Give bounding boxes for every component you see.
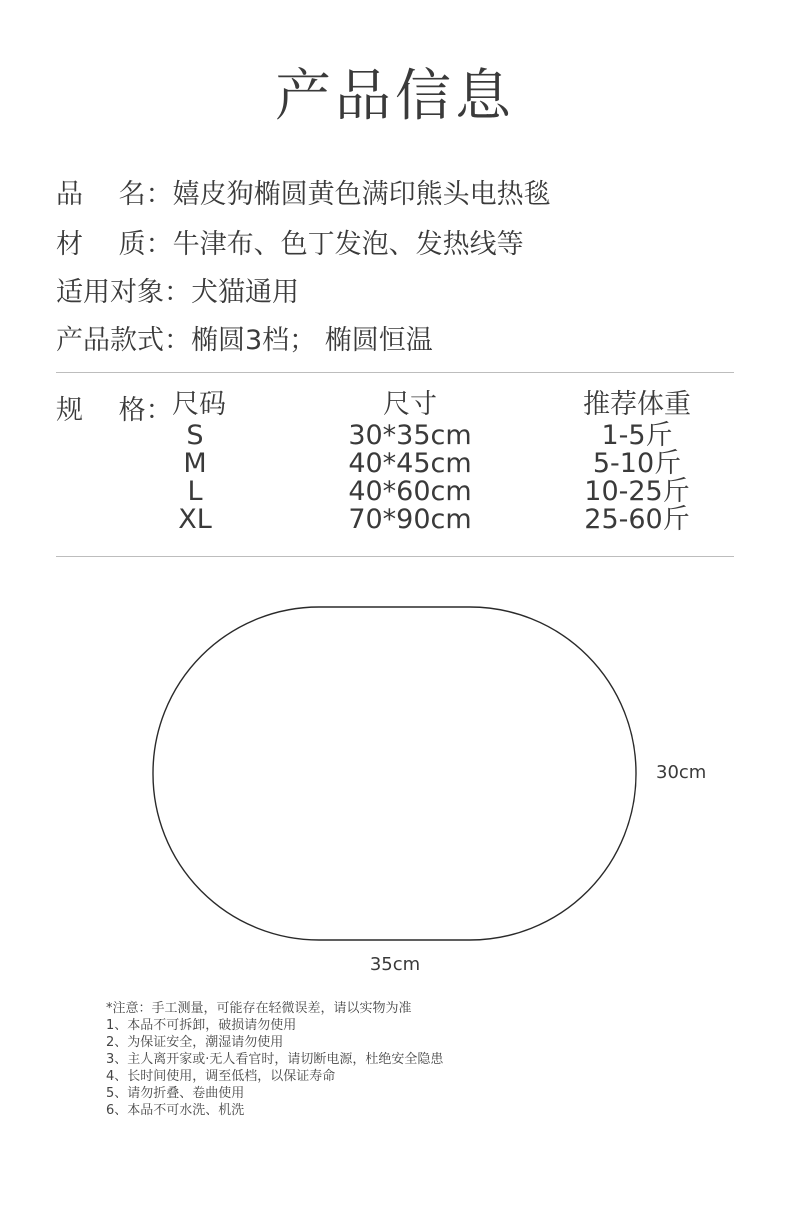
- size-header: 尺码: [172, 389, 226, 420]
- size-cell: XL: [178, 504, 212, 535]
- info-row-material: [56, 222, 524, 261]
- info-label: 材 质：: [56, 229, 173, 260]
- dimension-cell: 40*45cm: [348, 448, 472, 479]
- info-label: 产品款式：: [56, 325, 191, 356]
- note-line: 1、本品不可拆卸，破损请勿使用: [106, 1018, 297, 1033]
- info-label: 适用对象：: [56, 277, 191, 308]
- weight-cell: 1-5斤: [601, 420, 673, 451]
- size-column: [150, 388, 240, 534]
- width-dimension-label: 35cm: [369, 954, 421, 975]
- weight-cell: 25-60斤: [584, 504, 690, 535]
- divider-bottom: [56, 556, 734, 557]
- page-title: 产品信息: [275, 64, 515, 129]
- weight-cell: 10-25斤: [584, 476, 690, 507]
- size-cell: M: [183, 448, 207, 479]
- dimension-cell: 70*90cm: [348, 504, 472, 535]
- mat-outline-diagram: [0, 590, 790, 990]
- oval-mat-shape: [153, 607, 636, 940]
- weight-column: [562, 388, 712, 534]
- height-dimension-label: 30cm: [656, 762, 707, 783]
- info-value: 犬猫通用: [191, 277, 299, 308]
- note-line: 2、为保证安全，潮湿请勿使用: [106, 1035, 284, 1050]
- dimension-column: [330, 388, 490, 534]
- size-cell: L: [187, 476, 203, 507]
- dimension-cell: 40*60cm: [348, 476, 472, 507]
- note-line: 5、请勿折叠、卷曲使用: [106, 1086, 245, 1101]
- dimension-cell: 30*35cm: [348, 420, 472, 451]
- info-row-target: [56, 270, 299, 309]
- note-line: 6、本品不可水洗、机洗: [106, 1103, 245, 1118]
- notes-block: [106, 1000, 443, 1119]
- note-line: 4、长时间使用，调至低档，以保证寿命: [106, 1069, 336, 1084]
- divider-top: [56, 372, 734, 373]
- info-label: 品 名：: [56, 179, 173, 210]
- info-value: 椭圆3档； 椭圆恒温: [191, 325, 433, 356]
- size-cell: S: [186, 420, 204, 451]
- info-row-style: [56, 318, 433, 357]
- note-line: *注意：手工测量，可能存在轻微误差，请以实物为准: [106, 1001, 412, 1016]
- info-value: 牛津布、色丁发泡、发热线等: [172, 229, 524, 260]
- info-value: 嬉皮狗椭圆黄色满印熊头电热毯: [172, 179, 551, 210]
- weight-header: 推荐体重: [583, 389, 691, 420]
- info-row-name: [56, 172, 551, 211]
- note-line: 3、主人离开家或·无人看官时，请切断电源，杜绝安全隐患: [106, 1052, 444, 1067]
- spec-label: 规 格：: [56, 395, 173, 426]
- weight-cell: 5-10斤: [592, 448, 682, 479]
- dimension-header: 尺寸: [383, 389, 437, 420]
